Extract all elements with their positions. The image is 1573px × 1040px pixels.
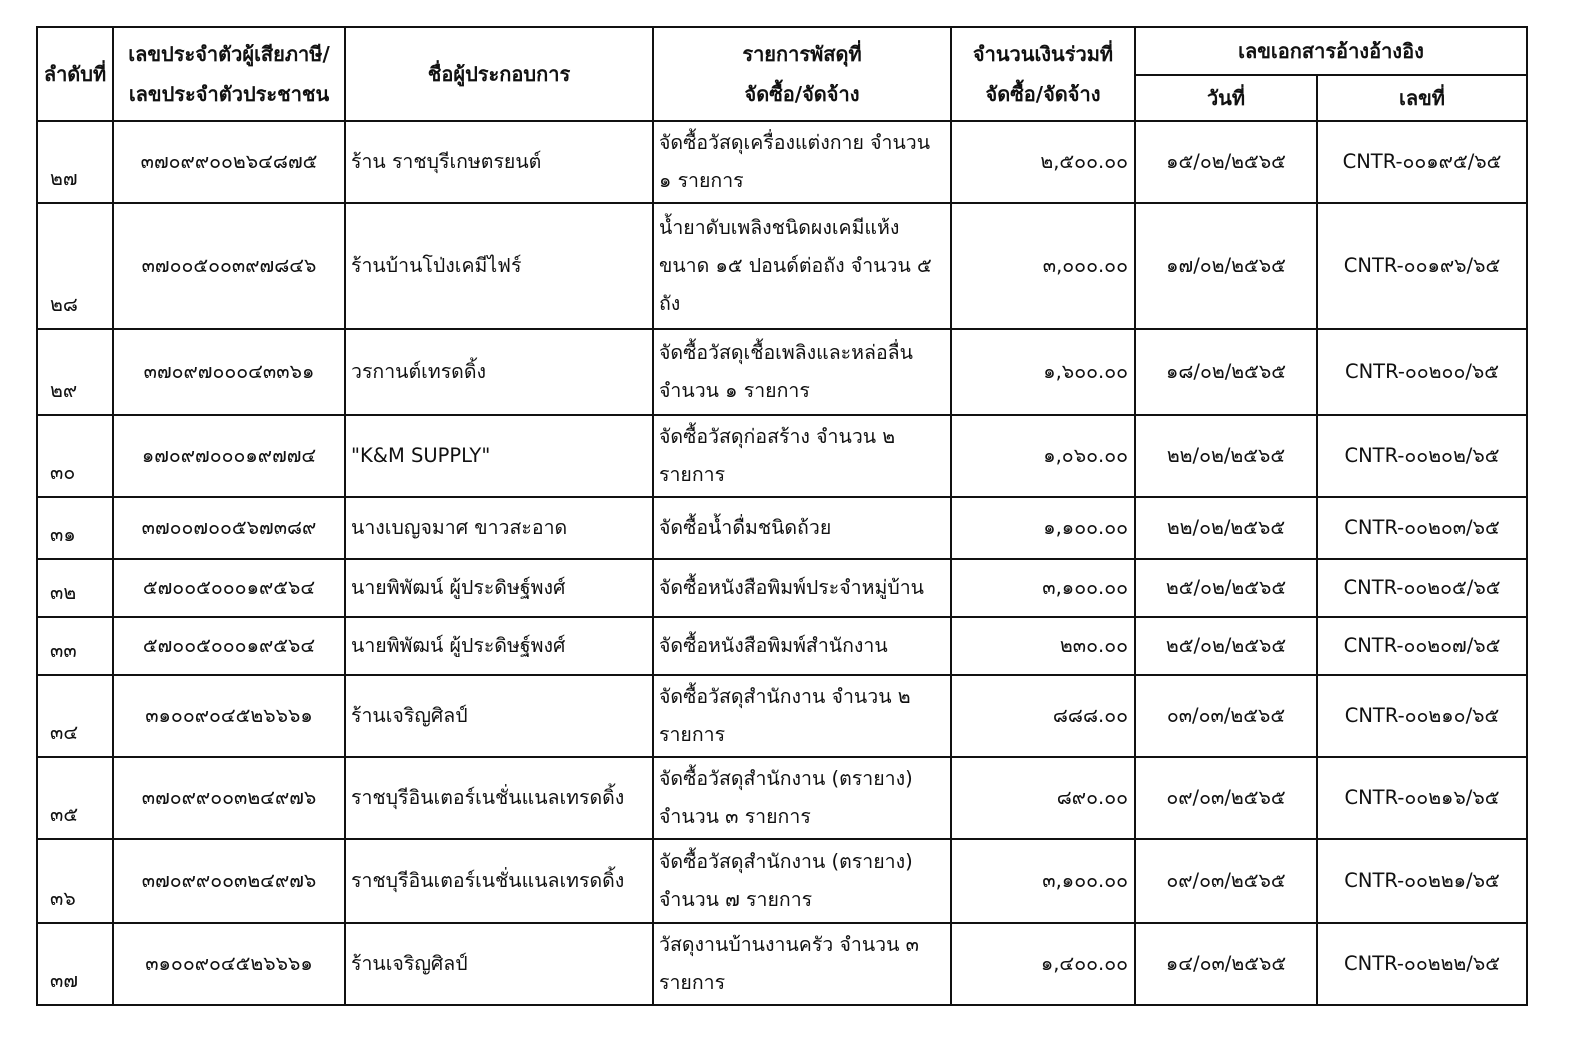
row-number: ๓๔ — [37, 675, 113, 757]
ref-number-cell: CNTR-๐๐๒๒๒/๖๕ — [1317, 923, 1527, 1005]
ref-date-cell: ๒๒/๐๒/๒๕๖๕ — [1135, 497, 1317, 559]
tax-id-cell: ๓๗๐๐๗๐๐๕๖๗๓๘๙ — [113, 497, 345, 559]
vendor-name-cell: ร้านเจริญศิลป์ — [345, 675, 653, 757]
table-row — [37, 923, 1527, 1005]
header-tax-id-line1: เลขประจำตัวผู้เสียภาษี/ — [128, 42, 330, 66]
header-amount-line1: จำนวนเงินร่วมที่ — [972, 42, 1114, 66]
ref-date-cell: ๐๓/๐๓/๒๕๖๕ — [1135, 675, 1317, 757]
vendor-name-cell: ราชบุรีอินเตอร์เนชั่นแนลเทรดดิ้ง — [345, 839, 653, 923]
tax-id-cell: ๑๗๐๙๗๐๐๐๑๙๗๗๔ — [113, 415, 345, 497]
ref-number-cell: CNTR-๐๐๒๐๓/๖๕ — [1317, 497, 1527, 559]
row-number: ๓๒ — [37, 559, 113, 617]
item-description-cell: จัดซื้อวัสดุสำนักงาน (ตรายาง) จำนวน ๓ รายการ — [653, 757, 951, 839]
header-item-line2: จัดซื้อ/จัดจ้าง — [744, 82, 860, 106]
amount-cell: ๑,๐๖๐.๐๐ — [951, 415, 1135, 497]
ref-date-cell: ๐๙/๐๓/๒๕๖๕ — [1135, 839, 1317, 923]
amount-cell: ๘๘๘.๐๐ — [951, 675, 1135, 757]
item-description-cell: จัดซื้อวัสดุสำนักงาน (ตรายาง) จำนวน ๗ รายการ — [653, 839, 951, 923]
vendor-name-cell: "K&M SUPPLY" — [345, 415, 653, 497]
row-number: ๒๗ — [37, 121, 113, 203]
ref-date-cell: ๒๕/๐๒/๒๕๖๕ — [1135, 617, 1317, 675]
ref-date-cell: ๑๔/๐๓/๒๕๖๕ — [1135, 923, 1317, 1005]
amount-cell: ๑,๑๐๐.๐๐ — [951, 497, 1135, 559]
amount-cell: ๓,๐๐๐.๐๐ — [951, 203, 1135, 329]
header-amount — [951, 27, 1135, 121]
ref-number-cell: CNTR-๐๐๒๑๐/๖๕ — [1317, 675, 1527, 757]
header-vendor-name: ชื่อผู้ประกอบการ — [345, 27, 653, 121]
item-description-cell: จัดซื้อน้ำดื่มชนิดถ้วย — [653, 497, 951, 559]
table-row — [37, 839, 1527, 923]
header-item — [653, 27, 951, 121]
ref-date-cell: ๑๘/๐๒/๒๕๖๕ — [1135, 329, 1317, 415]
ref-date-cell: ๑๗/๐๒/๒๕๖๕ — [1135, 203, 1317, 329]
item-description-cell: จัดซื้อวัสดุเครื่องแต่งกาย จำนวน ๑ รายการ — [653, 121, 951, 203]
ref-number-cell: CNTR-๐๐๒๐๗/๖๕ — [1317, 617, 1527, 675]
vendor-name-cell: วรกานต์เทรดดิ้ง — [345, 329, 653, 415]
row-number: ๓๖ — [37, 839, 113, 923]
row-number: ๓๕ — [37, 757, 113, 839]
table-row — [37, 203, 1527, 329]
tax-id-cell: ๕๗๐๐๕๐๐๐๑๙๕๖๔ — [113, 617, 345, 675]
header-no: ลำดับที่ — [37, 27, 113, 121]
ref-date-cell: ๐๙/๐๓/๒๕๖๕ — [1135, 757, 1317, 839]
row-number: ๓๓ — [37, 617, 113, 675]
vendor-name-cell: นายพิพัฒน์ ผู้ประดิษฐ์พงศ์ — [345, 617, 653, 675]
header-reference: เลขเอกสารอ้างอ้างอิง — [1135, 27, 1527, 75]
header-ref-no: เลขที่ — [1317, 75, 1527, 121]
ref-date-cell: ๑๕/๐๒/๒๕๖๕ — [1135, 121, 1317, 203]
item-description-cell: วัสดุงานบ้านงานครัว จำนวน ๓ รายการ — [653, 923, 951, 1005]
ref-number-cell: CNTR-๐๐๑๙๕/๖๕ — [1317, 121, 1527, 203]
table-row — [37, 329, 1527, 415]
tax-id-cell: ๓๗๐๙๙๐๐๓๒๔๙๗๖ — [113, 839, 345, 923]
item-description-cell: จัดซื้อหนังสือพิมพ์ประจำหมู่บ้าน — [653, 559, 951, 617]
header-item-line1: รายการพัสดุที่ — [742, 42, 862, 66]
amount-cell: ๓,๑๐๐.๐๐ — [951, 839, 1135, 923]
ref-number-cell: CNTR-๐๐๒๐๕/๖๕ — [1317, 559, 1527, 617]
ref-number-cell: CNTR-๐๐๑๙๖/๖๕ — [1317, 203, 1527, 329]
ref-number-cell: CNTR-๐๐๒๐๒/๖๕ — [1317, 415, 1527, 497]
table-row — [37, 415, 1527, 497]
table-row — [37, 497, 1527, 559]
table-header-row — [37, 27, 1527, 75]
tax-id-cell: ๓๗๐๙๙๐๐๒๖๔๘๗๕ — [113, 121, 345, 203]
row-number: ๓๑ — [37, 497, 113, 559]
ref-number-cell: CNTR-๐๐๒๒๑/๖๕ — [1317, 839, 1527, 923]
amount-cell: ๑,๖๐๐.๐๐ — [951, 329, 1135, 415]
table-row — [37, 675, 1527, 757]
amount-cell: ๑,๔๐๐.๐๐ — [951, 923, 1135, 1005]
tax-id-cell: ๓๗๐๐๕๐๐๓๙๗๘๔๖ — [113, 203, 345, 329]
ref-number-cell: CNTR-๐๐๒๐๐/๖๕ — [1317, 329, 1527, 415]
vendor-name-cell: ร้านบ้านโป่งเคมีไฟร์ — [345, 203, 653, 329]
procurement-table — [36, 26, 1528, 1006]
item-description-cell: จัดซื้อวัสดุเชื้อเพลิงและหล่อลื่น จำนวน ๑ รายการ — [653, 329, 951, 415]
row-number: ๓๐ — [37, 415, 113, 497]
vendor-name-cell: ราชบุรีอินเตอร์เนชั่นแนลเทรดดิ้ง — [345, 757, 653, 839]
tax-id-cell: ๓๑๐๐๙๐๔๕๒๖๖๖๑ — [113, 923, 345, 1005]
ref-date-cell: ๒๕/๐๒/๒๕๖๕ — [1135, 559, 1317, 617]
row-number: ๒๘ — [37, 203, 113, 329]
amount-cell: ๒,๕๐๐.๐๐ — [951, 121, 1135, 203]
item-description-cell: จัดซื้อวัสดุสำนักงาน จำนวน ๒ รายการ — [653, 675, 951, 757]
row-number: ๒๙ — [37, 329, 113, 415]
item-description-cell: น้ำยาดับเพลิงชนิดผงเคมีแห้ง ขนาด ๑๕ ปอนด์ต่อถัง จำนวน ๕ ถัง — [653, 203, 951, 329]
amount-cell: ๒๓๐.๐๐ — [951, 617, 1135, 675]
tax-id-cell: ๓๑๐๐๙๐๔๕๒๖๖๖๑ — [113, 675, 345, 757]
table-row — [37, 121, 1527, 203]
vendor-name-cell: นางเบญจมาศ ขาวสะอาด — [345, 497, 653, 559]
ref-date-cell: ๒๒/๐๒/๒๕๖๕ — [1135, 415, 1317, 497]
row-number: ๓๗ — [37, 923, 113, 1005]
tax-id-cell: ๓๗๐๙๙๐๐๓๒๔๙๗๖ — [113, 757, 345, 839]
header-tax-id-line2: เลขประจำตัวประชาชน — [128, 82, 330, 106]
item-description-cell: จัดซื้อหนังสือพิมพ์สำนักงาน — [653, 617, 951, 675]
item-description-cell: จัดซื้อวัสดุก่อสร้าง จำนวน ๒ รายการ — [653, 415, 951, 497]
vendor-name-cell: ร้านเจริญศิลป์ — [345, 923, 653, 1005]
amount-cell: ๘๙๐.๐๐ — [951, 757, 1135, 839]
amount-cell: ๓,๑๐๐.๐๐ — [951, 559, 1135, 617]
ref-number-cell: CNTR-๐๐๒๑๖/๖๕ — [1317, 757, 1527, 839]
header-amount-line2: จัดซื้อ/จัดจ้าง — [985, 82, 1101, 106]
table-row — [37, 559, 1527, 617]
table-row — [37, 617, 1527, 675]
table-row — [37, 757, 1527, 839]
procurement-report — [36, 26, 1526, 1006]
tax-id-cell: ๓๗๐๙๗๐๐๐๔๓๓๖๑ — [113, 329, 345, 415]
header-tax-id — [113, 27, 345, 121]
tax-id-cell: ๕๗๐๐๕๐๐๐๑๙๕๖๔ — [113, 559, 345, 617]
vendor-name-cell: ร้าน ราชบุรีเกษตรยนต์ — [345, 121, 653, 203]
vendor-name-cell: นายพิพัฒน์ ผู้ประดิษฐ์พงศ์ — [345, 559, 653, 617]
table-body — [37, 121, 1527, 1005]
header-ref-date: วันที่ — [1135, 75, 1317, 121]
